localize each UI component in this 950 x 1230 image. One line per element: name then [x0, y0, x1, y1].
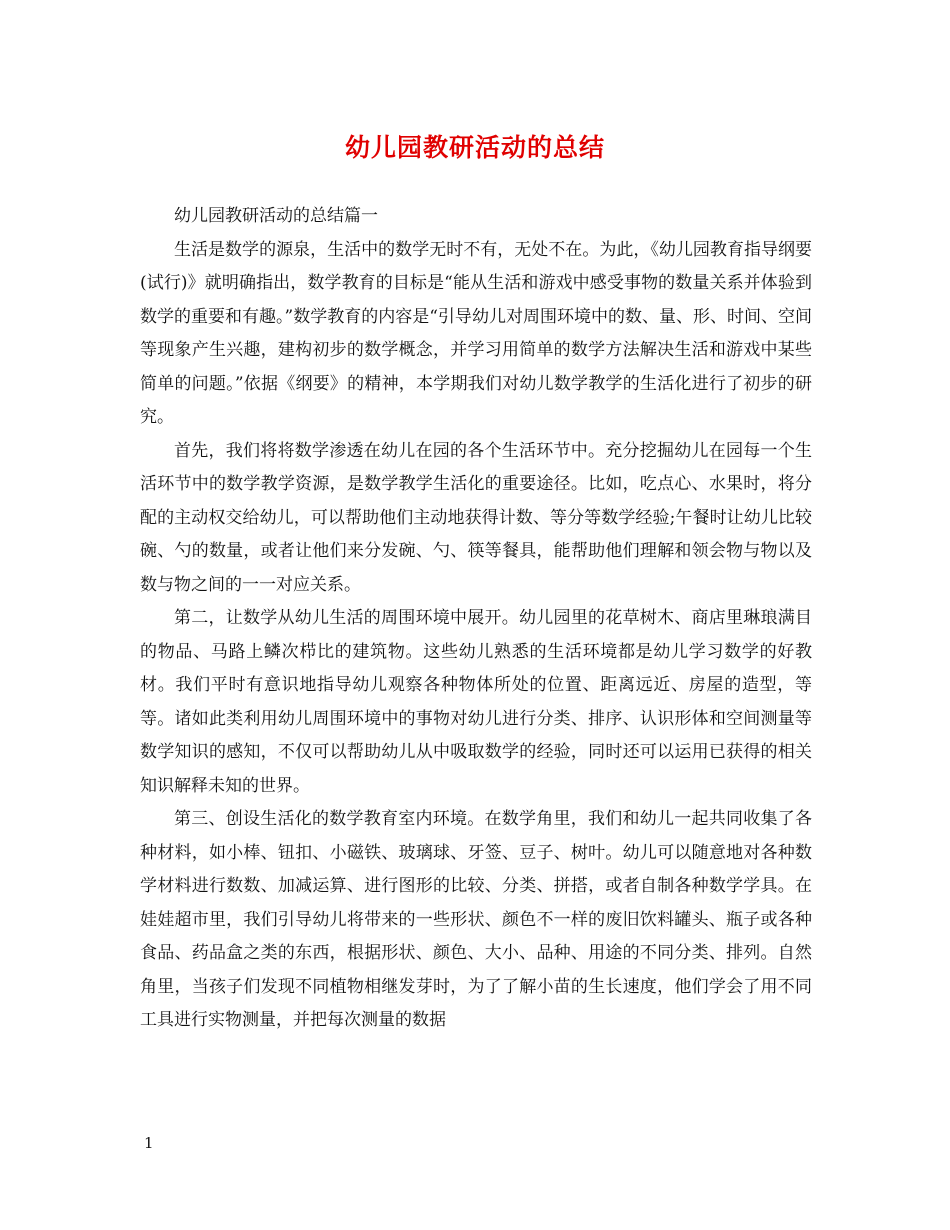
paragraph-intro: 生活是数学的源泉，生活中的数学无时不有，无处不在。为此，《幼儿园教育指导纲要(试行)》就明确指出，数学教育的目标是“能从生活和游戏中感受事物的数量关系并体验到数学的重要和有趣。”数学教育的内容是“引导幼儿对周围环境中的数、量、形、时间、空间等现象产生兴趣，建构初步的数学概念，并学习用简单的数学方法解决生活和游戏中某些简单的问题。”依据《纲要》的精神，本学期我们对幼儿数学教学的生活化进行了初步的研究。 [140, 239, 812, 427]
paragraph-third: 第三、创设生活化的数学教育室内环境。在数学角里，我们和幼儿一起共同收集了各种材料，如小棒、钮扣、小磁铁、玻璃球、牙签、豆子、树叶。幼儿可以随意地对各种数学材料进行数数、加减运算、进行图形的比较、分类、拼搭，或者自制各种数学学具。在娃娃超市里，我们引导幼儿将带来的一些形状、颜色不一样的废旧饮料罐头、瓶子或各种食品、药品盒之类的东西，根据形状、颜色、大小、品种、用途的不同分类、排列。自然角里，当孩子们发现不同植物相继发芽时，为了了解小苗的生长速度，他们学会了用不同工具进行实物测量，并把每次测量的数据 [140, 809, 812, 1030]
paragraph-second: 第二，让数学从幼儿生活的周围环境中展开。幼儿园里的花草树木、商店里琳琅满目的物品、马路上鳞次栉比的建筑物。这些幼儿熟悉的生活环境都是幼儿学习数学的好教材。我们平时有意识地指导幼儿观察各种物体所处的位置、距离远近、房屋的造型，等等。诸如此类利用幼儿周围环境中的事物对幼儿进行分类、排序、认识形体和空间测量等数学知识的感知，不仅可以帮助幼儿从中吸取数学的经验，同时还可以运用已获得的相关知识解释未知的世界。 [140, 608, 812, 796]
paragraph-first: 首先，我们将将数学渗透在幼儿在园的各个生活环节中。充分挖掘幼儿在园每一个生活环节中的数学教学资源，是数学教学生活化的重要途径。比如，吃点心、水果时，将分配的主动权交给幼儿，可以帮助他们主动地获得计数、等分等数学经验;午餐时让幼儿比较碗、勺的数量，或者让他们来分发碗、勺、筷等餐具，能帮助他们理解和领会物与物以及数与物之间的一一对应关系。 [140, 440, 812, 595]
page-number: 1 [144, 1134, 154, 1152]
document-body [140, 200, 812, 1038]
section-heading: 幼儿园教研活动的总结篇一 [174, 206, 378, 226]
document-title: 幼儿园教研活动的总结 [344, 133, 605, 162]
